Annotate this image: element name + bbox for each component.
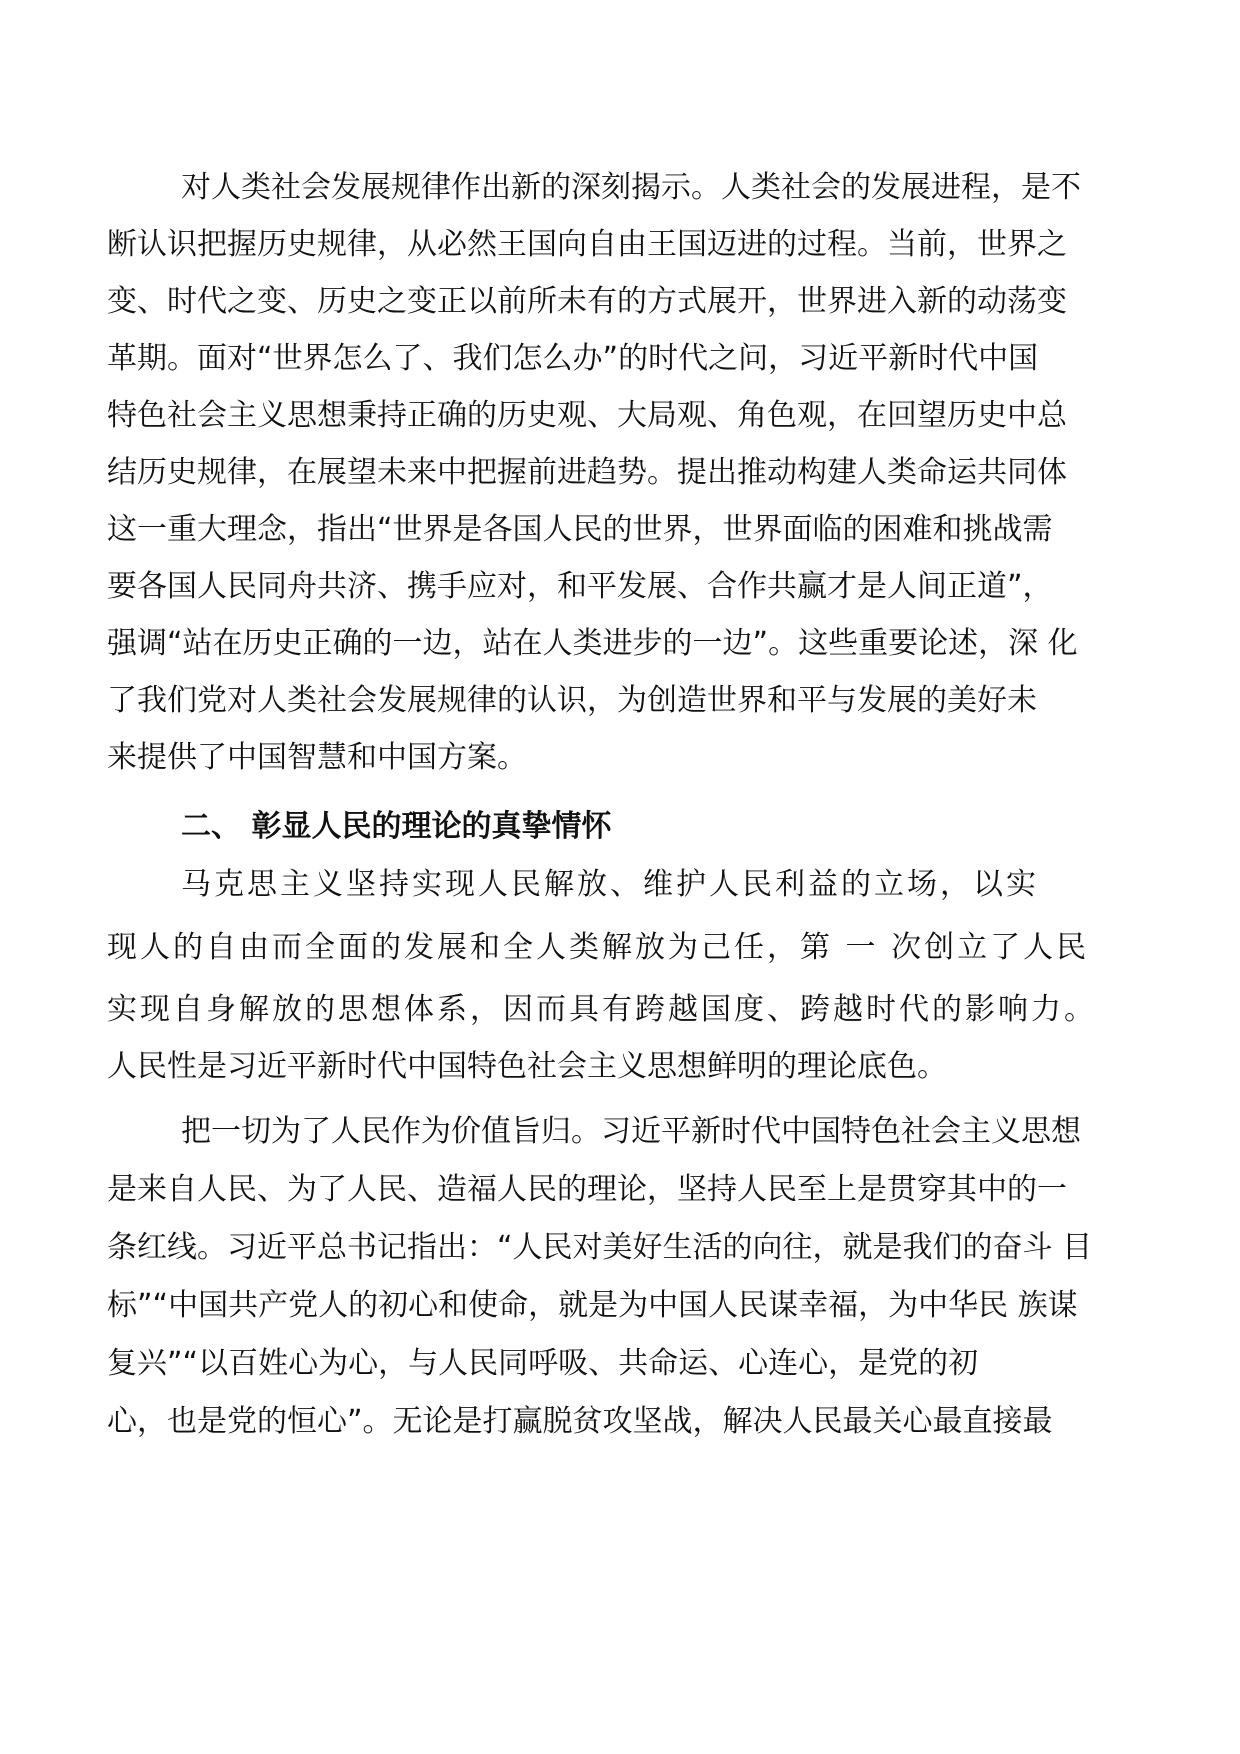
paragraph-1-line-8: 要各国人民同舟共济、携手应对，和平发展、合作共赢才是人间正道”， (107, 569, 1053, 604)
paragraph-2-line-3: 实现自身解放的思想体系，因而具有跨越国度、跨越时代的影响力。 (107, 992, 1097, 1027)
paragraph-1-line-7: 这一重大理念，指出“世界是各国人民的世界，世界面临的困难和挑战需 (107, 512, 1053, 547)
paragraph-1-line-3: 变、时代之变、历史之变正以前所未有的方式展开，世界进入新的动荡变 (107, 284, 1067, 319)
paragraph-2-line-2: 现人的自由而全面的发展和全人类解放为己任，第 一 次创立了人民 (107, 930, 1090, 965)
paragraph-3-line-5: 复兴”“以百姓心为心，与人民同呼吸、共命运、心连心，是党的初 (107, 1346, 979, 1381)
paragraph-3-line-1: 把一切为了人民作为价值旨归。习近平新时代中国特色社会主义思想 (181, 1114, 1081, 1149)
paragraph-3-line-4: 标”“中国共产党人的初心和使命，就是为中国人民谋幸福，为中华民 族谋 (107, 1288, 1078, 1323)
paragraph-1-line-1: 对人类社会发展规律作出新的深刻揭示。人类社会的发展进程，是不 (181, 170, 1081, 205)
paragraph-3-line-6: 心，也是党的恒心”。无论是打赢脱贫攻坚战，解决人民最关心最直接最 (107, 1404, 1053, 1439)
paragraph-3-line-3: 条红线。习近平总书记指出：“人民对美好生活的向往，就是我们的奋斗 目 (107, 1230, 1093, 1265)
section-heading: 二、 彰显人民的理论的真挚情怀 (181, 809, 612, 844)
paragraph-1-line-2: 断认识把握历史规律，从必然王国向自由王国迈进的过程。当前，世界之 (107, 227, 1067, 262)
paragraph-1-line-11: 来提供了中国智慧和中国方案。 (107, 740, 527, 775)
paragraph-3-line-2: 是来自人民、为了人民、造福人民的理论，坚持人民至上是贯穿其中的一 (107, 1172, 1067, 1207)
paragraph-2-line-4: 人民性是习近平新时代中国特色社会主义思想鲜明的理论底色。 (107, 1049, 947, 1084)
paragraph-1-line-4: 革期。面对“世界怎么了、我们怎么办”的时代之问，习近平新时代中国 (107, 341, 1039, 376)
paragraph-1-line-6: 结历史规律，在展望未来中把握前进趋势。提出推动构建人类命运共同体 (107, 455, 1067, 490)
paragraph-1-line-9: 强调“站在历史正确的一边，站在人类进步的一边”。这些重要论述，深 化 (107, 626, 1078, 661)
paragraph-1-line-5: 特色社会主义思想秉持正确的历史观、大局观、角色观，在回望历史中总 (107, 398, 1067, 433)
paragraph-2-line-1: 马克思主义坚持实现人民解放、维护人民利益的立场，以实 (181, 867, 1039, 902)
paragraph-1-line-10: 了我们党对人类社会发展规律的认识，为创造世界和平与发展的美好未 (107, 683, 1037, 718)
